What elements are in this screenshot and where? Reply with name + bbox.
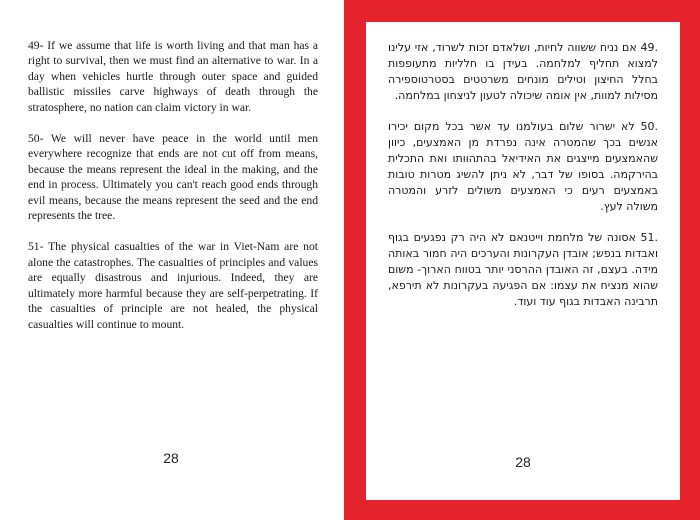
left-page — [0, 0, 342, 520]
paragraph-50-english: 50- We will never have peace in the world until men everywhere recognize that ends are not cut off from means, because the means represent the ideal in the making, and the end in process. Ultimately you can't reach good ends through evil means, because the means represent the seed and the end represents the tree. — [28, 132, 318, 223]
right-page-red-border — [344, 0, 700, 520]
paragraph-49-hebrew: .49 אם נניח ששווה לחיות, ושלאדם זכות לשרוד, אזי עלינו למצוא תחליף למלחמה. בעידן בו חלליות מתעופפות בחלל החיצון וטילים מונחים משרטטים בסטרטוספירה מסילות למוות, אין אומה שיכולה לטעון לניצחון במלחמה. — [388, 41, 658, 102]
paragraph-49-english: 49- If we assume that life is worth living and that man has a right to survival, then we must find an alternative to war. In a day when vehicles hurtle through outer space and guided ballistic missiles carve highways of death through the stratosphere, no nation can claim victory in war. — [28, 39, 318, 114]
paragraph-50-hebrew: .50 לא ישרור שלום בעולמנו עד אשר בכל מקום יכירו אנשים בכך שהמטרה אינה נפרדת מן האמצעים, כיוון שהאמצעים מייצגים את האידיאל בהתהוותו ואת התכלית בהירקמה. בסופו של דבר, לא ניתן להשיג מטרות טובות באמצעים רעים כי האמצעים משולים לזרע והמטרה משולה לעץ. — [388, 120, 658, 213]
right-page-number: 28 — [515, 454, 531, 470]
right-page — [366, 22, 680, 500]
left-page-number: 28 — [163, 450, 179, 466]
left-page-text — [28, 38, 318, 348]
paragraph-51-english: 51- The physical casualties of the war in Viet-Nam are not alone the catastrophes. The casualties of principles and values are equally disastrous and injurious. Indeed, they are ultimately more harmful because they are self-perpetrating. If the casualties of principle are not healed, the physical casualties will continue to mount. — [28, 240, 318, 331]
paragraph-51-hebrew: .51 אסונה של מלחמת וייטנאם לא היה רק נפגעים בגוף ואבדות בנפש; אובדן העקרונות והערכים היה חמור באותה מידה. בעצם, זה האובדן ההרסני יותר בטווח הארוך- משום שהוא מנציח את עצמו: אם הפגיעה בעקרונות לא תירפא, תרבינה האבדות בגוף עוד ועוד. — [388, 231, 658, 308]
right-page-text — [388, 40, 658, 325]
